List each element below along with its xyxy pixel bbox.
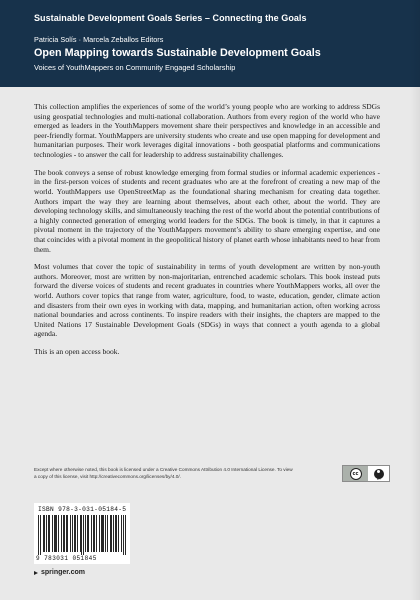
creative-commons-by-icon (342, 465, 390, 482)
barcode-bar (105, 515, 106, 552)
barcode-bar (56, 515, 57, 552)
cover-header (0, 0, 420, 87)
barcode-bar (80, 515, 81, 552)
series-title: Sustainable Development Goals Series – Connecting the Goals (34, 13, 307, 23)
barcode-bar (40, 515, 41, 555)
barcode-bar (64, 515, 65, 552)
barcode-bar (121, 515, 122, 552)
barcode-bar (70, 515, 71, 552)
barcode-bar (66, 515, 67, 552)
barcode-icon (38, 515, 126, 555)
cc-by-label: BY (376, 477, 382, 481)
barcode-bar (54, 515, 55, 552)
spine-shadow (410, 0, 420, 600)
book-title: Open Mapping towards Sustainable Development Goals (34, 47, 321, 59)
barcode-bar (46, 515, 47, 552)
barcode-bar (44, 515, 45, 552)
barcode-bar (88, 515, 89, 552)
barcode-bar (110, 515, 111, 552)
book-subtitle: Voices of YouthMappers on Community Engaged Scholarship (34, 63, 236, 72)
barcode-bar (118, 515, 119, 552)
barcode-bar (58, 515, 59, 552)
license-notice: Except where otherwise noted, this book is licensed under a Creative Commons Attribution 4.0 International License. To view a copy of this license, visit http://creativecommons.org/licenses/by/4.0/. (34, 467, 293, 479)
barcode-bar (55, 515, 56, 552)
barcode-bar (94, 515, 95, 552)
barcode-bar (113, 515, 114, 552)
barcode-bar (87, 515, 88, 552)
barcode-bar (99, 515, 100, 552)
barcode-bar (91, 515, 92, 552)
barcode-bar (61, 515, 62, 552)
barcode-bar (125, 515, 126, 555)
barcode-bar (115, 515, 116, 552)
barcode-bar (93, 515, 94, 552)
barcode-bar (67, 515, 68, 552)
barcode-bar (52, 515, 53, 552)
publisher-link[interactable] (34, 569, 85, 576)
description-paragraph-1: This collection amplifies the experiences of some of the world’s young people who are working to address SDGs using geospatial technologies and multi-national collaboration. Authors from every region of the world who have emerged as leaders in the YouthMappers movement share their perspectives and knowledge in an accessible and peer-friendly format. YouthMappers are university students who create and use open mapping for development and humanitarian purposes. Their work leverages digital innovations - both geospatial platforms and communications technologies - to answer the call for leadership to address sustainability challenges. (34, 102, 380, 159)
springer-arrow-icon (34, 571, 38, 575)
description-paragraph-3: Most volumes that cover the topic of sustainability in terms of youth development are written by non-youth authors. Moreover, most are written by non-majoritarian, entrenched academic scholars. This book instead puts forward the diverse voices of students and recent graduates in countries where YouthMappers works, all over the world. Authors cover topics that range from water, agriculture, food, to waste, education, gender, climate action and disasters from their own eyes in working with data, mapping, and humanitarian action, often working across national boundaries and across continents. To inspire readers with their insights, the chapters are mapped to the United Nations 17 Sustainable Development Goals (SDGs) in ways that connect a youth agenda to a global agenda. (34, 262, 380, 339)
barcode-bar (72, 515, 73, 552)
barcode-bar (85, 515, 86, 552)
barcode-bar (38, 515, 39, 555)
barcode-bar (102, 515, 103, 552)
barcode-bar (43, 515, 44, 552)
barcode-bar (116, 515, 117, 552)
barcode-digits: 9 783031 051845 (36, 555, 97, 562)
book-description (34, 102, 380, 365)
barcode-bar (49, 515, 50, 552)
barcode-bar (123, 515, 124, 555)
barcode-bar (103, 515, 104, 552)
barcode-bar (107, 515, 108, 552)
description-paragraph-2: The book conveys a sense of robust knowledge emerging from formal studies or informal academic experiences - in the first-person voices of students and recent graduates who are at the forefront of creating a new map of the world. YouthMappers use OpenStreetMap as the foundational sharing mechanism for creating data together. Authors impart the way they are learning about themselves, about each other, about the world. They are developing technology skills, and simultaneously teaching the rest of the world about the potential contributions of a highly connected generation of emerging world leaders for the SDGs. The book is timely, in that it captures a pivotal moment in the trajectory of the YouthMappers movement’s ability to share emerging expertise, and one that coincides with a pivotal moment in the geopolitical history of planet earth whose inhabitants need to hear from them. (34, 167, 380, 254)
barcode-bar (83, 515, 84, 555)
barcode-bar (77, 515, 78, 552)
barcode-bar (101, 515, 102, 552)
editors-line: Patricia Solís · Marcela Zeballos Editors (34, 35, 164, 44)
barcode-bar (63, 515, 64, 552)
cc-logo-icon: cc (350, 468, 362, 480)
barcode-bar (48, 515, 49, 552)
description-paragraph-4: This is an open access book. (34, 347, 120, 357)
barcode-bar (111, 515, 112, 552)
barcode-bar (96, 515, 97, 552)
barcode-bar (81, 515, 82, 555)
barcode-bar (75, 515, 76, 552)
barcode-bar (74, 515, 75, 552)
isbn-text: ISBN 978-3-031-05184-5 (38, 506, 127, 513)
barcode-panel (34, 503, 130, 564)
publisher-name: springer.com (41, 569, 85, 576)
